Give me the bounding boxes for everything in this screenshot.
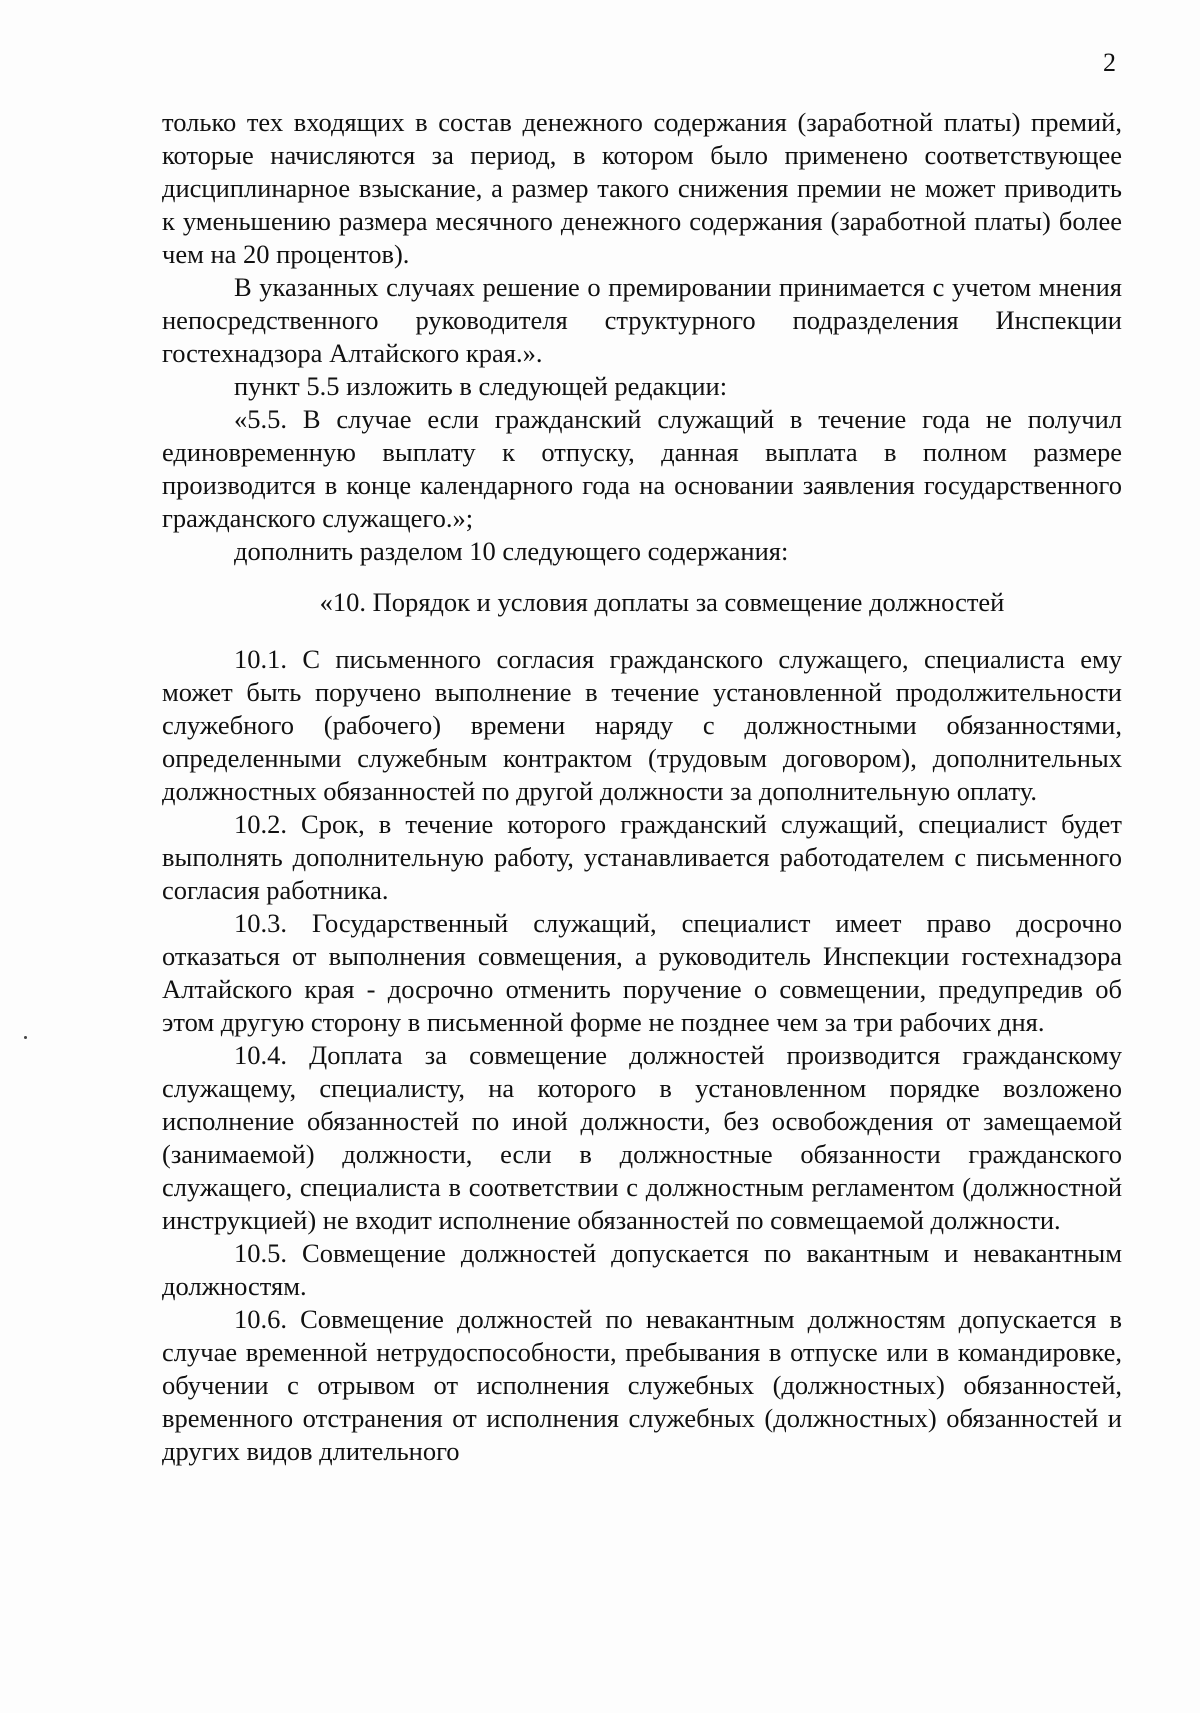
section-10-heading: «10. Порядок и условия доплаты за совмещение должностей	[319, 587, 1005, 617]
paragraph-item-5-5-intro: пункт 5.5 изложить в следующей редакции:	[234, 371, 728, 401]
paragraph-continuation: только тех входящих в состав денежного содержания (заработной платы) премий, которые начисляются за период, в котором было применено соответствующее дисциплинарное взыскание, а размер такого снижения премии не может приводить к уменьшению размера месячного денежного содержания (заработной платы) более чем на 20 процентов).	[162, 107, 1122, 269]
paragraph-section-10-intro: дополнить разделом 10 следующего содержания:	[234, 536, 789, 566]
document-body	[162, 106, 1122, 1468]
paragraph-item-5-5: «5.5. В случае если гражданский служащий в течение года не получил единовременную выплату к отпуску, данная выплата в полном размере производится в конце календарного года на основании заявления государственного гражданского служащего.»;	[162, 404, 1122, 533]
paragraph-10-3: 10.3. Государственный служащий, специалист имеет право досрочно отказаться от выполнения совмещения, а руководитель Инспекции гостехнадзора Алтайского края - досрочно отменить поручение о совмещении, предупредив об этом другую сторону в письменной форме не позднее чем за три рабочих дня.	[162, 908, 1122, 1037]
paragraph-10-5: 10.5. Совмещение должностей допускается по вакантным и невакантным должностям.	[162, 1238, 1122, 1301]
paragraph-10-1: 10.1. С письменного согласия гражданского служащего, специалиста ему может быть поручено выполнение в течение установленной продолжительности служебного (рабочего) времени наряду с должностными обязанностями, определенными служебным контрактом (трудовым договором), дополнительных должностных обязанностей по другой должности за дополнительную оплату.	[162, 644, 1122, 806]
paragraph-10-4: 10.4. Доплата за совмещение должностей производится гражданскому служащему, специалисту, на которого в установленном порядке возложено исполнение обязанностей по иной должности, без освобождения от замещаемой (занимаемой) должности, если в должностные обязанности гражданского служащего, специалиста в соответствии с должностным регламентом (должностной инструкцией) не входит исполнение обязанностей по совмещаемой должности.	[162, 1040, 1122, 1235]
paragraph-bonus-decision: В указанных случаях решение о премировании принимается с учетом мнения непосредственного руководителя структурного подразделения Инспекции гостехнадзора Алтайского края.».	[162, 272, 1122, 368]
paragraph-10-6: 10.6. Совмещение должностей по невакантным должностям допускается в случае временной нетрудоспособности, пребывания в отпуске или в командировке, обучении с отрывом от исполнения служебных (должностных) обязанностей, временного отстранения от исполнения служебных (должностных) обязанностей и других видов длительного	[162, 1304, 1122, 1466]
paragraph-10-2: 10.2. Срок, в течение которого гражданский служащий, специалист будет выполнять дополнительную работу, устанавливается работодателем с письменного согласия работника.	[162, 809, 1122, 905]
scan-speck	[24, 1036, 27, 1039]
page-number: 2	[1103, 48, 1116, 77]
